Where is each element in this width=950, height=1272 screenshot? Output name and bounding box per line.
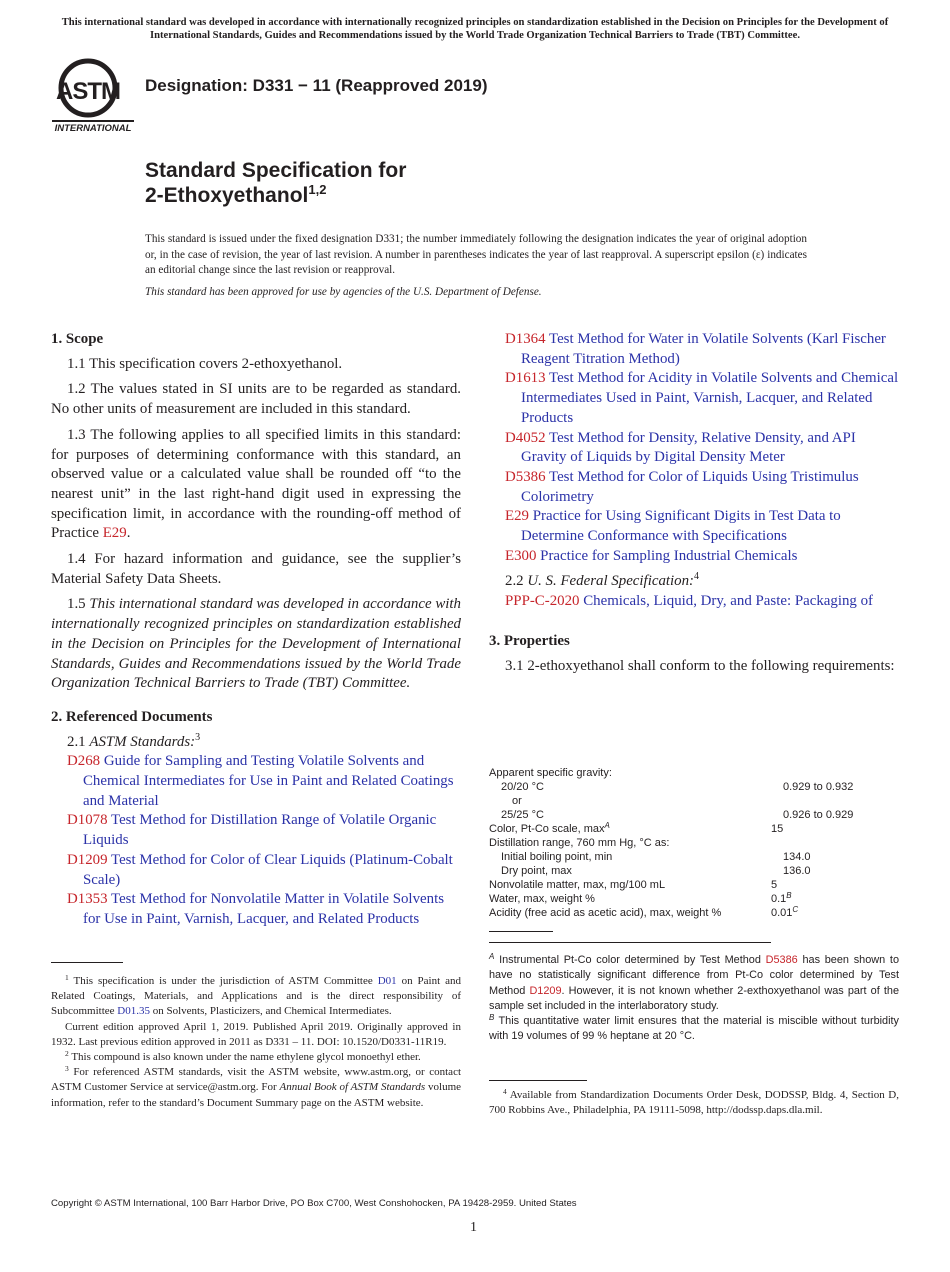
reference-title[interactable]: Practice for Sampling Industrial Chemicals (540, 547, 798, 564)
requirement-label: Acidity (free acid as acetic acid), max, weight % (489, 907, 722, 919)
link-d1209[interactable]: D1209 (529, 984, 562, 997)
table-footnote-rule (489, 942, 771, 943)
properties-heading: 3. Properties (489, 632, 570, 649)
table-short-rule (489, 931, 553, 932)
requirements-table (489, 766, 899, 920)
edition-note: Current edition approved April 1, 2019. Published April 2019. Originally approved in 1932. Last previous edition approved in 2011 as D331 – 11. DOI: 10.1520/D0331-11R19. (51, 1020, 461, 1048)
reference-d1364 (505, 330, 899, 369)
reference-code[interactable]: D268 (67, 753, 101, 770)
reference-title[interactable]: Test Method for Acidity in Volatile Solvents and Chemical Intermediates Used in Paint, Varnish, Lacquer, and Related Products (521, 370, 899, 426)
table-footnote-a: $^A$ Instrumental Pt-Co color determined by Test Method D5386 has been shown to have no statistically significant difference from Pt-Co color determined by Test Method D1209. However, it is not known whether 2-exthoxyethanol was part of the sample set included in the interlaboratory study. (489, 952, 900, 1012)
reference-e29 (505, 507, 899, 546)
scope-heading: 1. Scope (51, 331, 104, 347)
astm-reference-list-right (489, 330, 899, 566)
reference-code[interactable]: D1613 (505, 370, 546, 387)
reference-d1078 (67, 811, 461, 850)
reference-d268 (67, 752, 461, 811)
issue-note: This standard is issued under the fixed designation D331; the number immediately following the designation indicates the year of original adoption or, in the case of revision, the year of last revision. A number in parentheses indicates the year of last reapproval. A superscript epsilon (ε) indicates an editorial change since the last revision or reapproval. (145, 233, 807, 276)
reference-code[interactable]: E300 (505, 547, 537, 564)
requirement-label: or (512, 795, 522, 807)
footnotes-left (51, 974, 461, 1111)
dod-approval-note: This standard has been approved for use by agencies of the U.S. Department of Defense. (145, 286, 542, 298)
right-column (489, 330, 899, 682)
requirement-value (771, 766, 899, 780)
requirement-label: Water, max, weight % (489, 893, 595, 905)
reference-title[interactable]: Practice for Using Significant Digits in Test Data to Determine Conformance with Specifications (521, 508, 841, 545)
reference-d1209 (67, 851, 461, 890)
footnote-2: $^2$ This compound is also known under the name ethylene glycol monoethyl ether. (65, 1049, 421, 1064)
footnote-rule-left (51, 962, 123, 963)
requirement-row (489, 864, 899, 878)
requirement-row (489, 808, 899, 822)
reference-title[interactable]: Test Method for Color of Clear Liquids (Platinum-Cobalt Scale) (83, 851, 453, 888)
reference-e300 (505, 547, 899, 567)
requirement-value: $0.01^C$ (771, 905, 799, 919)
federal-spec-label: 2.2 U. S. Federal Specification:$^4$ (505, 571, 700, 590)
left-column (51, 330, 461, 930)
reference-ppp-c-2020: PPP-C-2020 Chemicals, Liquid, Dry, and Paste: Packaging of (505, 593, 873, 610)
logo-letters: ASTM (56, 78, 120, 105)
requirement-value: 0.926 to 0.929 (783, 809, 854, 821)
footnote-4: $^4$ Available from Standardization Documents Order Desk, DODSSP, Bldg. 4, Section D, 700 Robbins Ave., Philadelphia, PA 19111-5098, http://dodssp.daps.dla.mil. (489, 1087, 899, 1117)
scope-1-4: 1.4 For hazard information and guidance, see the supplier’s Material Safety Data Sheets. (51, 551, 461, 587)
requirement-row (489, 850, 899, 864)
requirement-row (489, 794, 899, 808)
requirement-row (489, 892, 899, 906)
scope-1-1: 1.1 This specification covers 2-ethoxyethanol. (67, 355, 343, 372)
reference-code[interactable]: D4052 (505, 429, 546, 446)
page-number: 1 (470, 1220, 477, 1235)
link-d01-35[interactable]: D01.35 (117, 1005, 150, 1018)
reference-code[interactable]: D1078 (67, 812, 108, 829)
requirement-value: 0.929 to 0.932 (783, 781, 854, 793)
refdocs-heading: 2. Referenced Documents (51, 708, 213, 725)
title-footnote-marks: 1,2 (308, 182, 327, 197)
footnote-rule-right (489, 1080, 587, 1081)
requirement-value: 5 (771, 879, 778, 891)
reference-d1613 (505, 369, 899, 428)
title-line-2: 2-Ethoxyethanol$^{1,2}$ (145, 182, 327, 207)
table-footnotes (489, 953, 899, 1045)
copyright-line: Copyright © ASTM International, 100 Barr Harbor Drive, PO Box C700, West Conshohocken, PA 19428-2959. United States (51, 1198, 577, 1209)
reference-title[interactable]: Test Method for Density, Relative Density, and API Gravity of Liquids by Digital Density Meter (521, 429, 856, 466)
reference-d4052 (505, 429, 899, 468)
reference-title[interactable]: Test Method for Color of Liquids Using Tristimulus Colorimetry (521, 468, 859, 505)
requirement-value: 136.0 (783, 865, 811, 877)
requirement-row (489, 836, 899, 850)
requirement-row (489, 906, 899, 920)
requirement-value: 15 (771, 823, 784, 835)
link-d01[interactable]: D01 (377, 975, 397, 987)
reference-d1353 (67, 890, 461, 929)
requirement-label: Distillation range, 760 mm Hg, °C as: (489, 837, 670, 849)
reference-code[interactable]: D1209 (67, 851, 108, 868)
requirement-row (489, 822, 899, 836)
requirement-row (489, 878, 899, 892)
reference-title[interactable]: Test Method for Water in Volatile Solvents (Karl Fischer Reagent Titration Method) (521, 331, 886, 367)
requirement-label: Initial boiling point, min (501, 851, 613, 863)
astm-standards-label: 2.1 ASTM Standards:$^3$ (67, 731, 201, 750)
requirement-row (489, 780, 899, 794)
footnote-3: $^3$ For referenced ASTM standards, visit the ASTM website, www.astm.org, or contact ASTM Customer Service at service@astm.org. For Annual Book of ASTM Standards volume information, refer to the standard’s Document Summary page on the ASTM website. (51, 1064, 462, 1109)
reference-title[interactable]: Test Method for Nonvolatile Matter in Volatile Solvents for Use in Paint, Varnish, Lacquer, and Related Products (83, 891, 445, 927)
tbt-notice: This international standard was developed in accordance with internationally recognized principles on standardization established in the Decision on Principles for the Development of International Standards, Guides and Recommendations issued by the World Trade Organization Technical Barriers to Trade (TBT) Committee. (61, 17, 889, 41)
footnote-1: $^1$ This specification is under the jurisdiction of ASTM Committee D01 on Paint and Related Coatings, Materials, and Applications and is the direct responsibility of Subcommittee D01.35 on Solvents, Plasticizers, and Chemical Intermediates. (51, 973, 461, 1018)
reference-code[interactable]: E29 (505, 508, 529, 525)
astm-logo (52, 56, 134, 134)
link-d5386[interactable]: D5386 (765, 954, 798, 966)
scope-1-3: 1.3 The following applies to all specified limits in this standard: for purposes of determining conformance with this standard, an observed value or a calculated value shall be rounded off “to the nearest unit” in the last right-hand digit used in expressing the specification limit, in accordance with the rounding-off method of Practice E29. (51, 426, 461, 542)
scope-1-2: 1.2 The values stated in SI units are to be regarded as standard. No other units of measurement are included in this standard. (51, 381, 461, 418)
reference-d5386 (505, 468, 899, 507)
logo-subtitle: INTERNATIONAL (54, 123, 132, 134)
reference-title[interactable]: Guide for Sampling and Testing Volatile Solvents and Chemical Intermediates for Use in Paint and Related Coatings and Material (83, 753, 454, 809)
link-e29[interactable]: E29 (102, 525, 127, 542)
requirement-label: Dry point, max (501, 865, 572, 877)
designation: Designation: D331 − 11 (Reapproved 2019) (145, 76, 488, 95)
requirement-label: Color, Pt-Co scale, $\max^A$ (489, 821, 610, 835)
requirement-label: 25/25 °C (501, 809, 544, 821)
requirement-value: $0.1^B$ (771, 891, 792, 905)
title-line-1: Standard Specification for (145, 159, 407, 182)
requirement-label: 20/20 °C (501, 781, 544, 793)
requirement-label: Apparent specific gravity: (489, 767, 612, 779)
requirement-value: 134.0 (783, 851, 811, 863)
requirement-row (489, 766, 899, 780)
astm-reference-list-left (51, 752, 461, 929)
footnotes-right (489, 1088, 899, 1118)
scope-1-5: 1.5 This international standard was developed in accordance with internationally recognized principles on standardization established in the Decision on Principles for the Development of International Standards, Guides and Recommendations issued by the World Trade Organization Technical Barriers to Trade (TBT) Committee. (51, 596, 461, 692)
table-footnote-b: $^B$ This quantitative water limit ensures that the material is miscible without turbidity with 19 volumes of 99 % heptane at 20 °C. (489, 1013, 899, 1043)
properties-3-1: 3.1 2-ethoxyethanol shall conform to the following requirements: (505, 657, 895, 674)
requirement-value (771, 836, 899, 850)
document-title (145, 158, 406, 208)
reference-code[interactable]: D1364 (505, 331, 546, 347)
reference-code[interactable]: D1353 (67, 891, 108, 908)
reference-title[interactable]: Test Method for Distillation Range of Volatile Organic Liquids (83, 812, 437, 849)
requirement-value (794, 794, 899, 808)
requirement-label: Nonvolatile matter, max, mg/100 mL (489, 879, 666, 891)
reference-code[interactable]: D5386 (505, 468, 546, 485)
